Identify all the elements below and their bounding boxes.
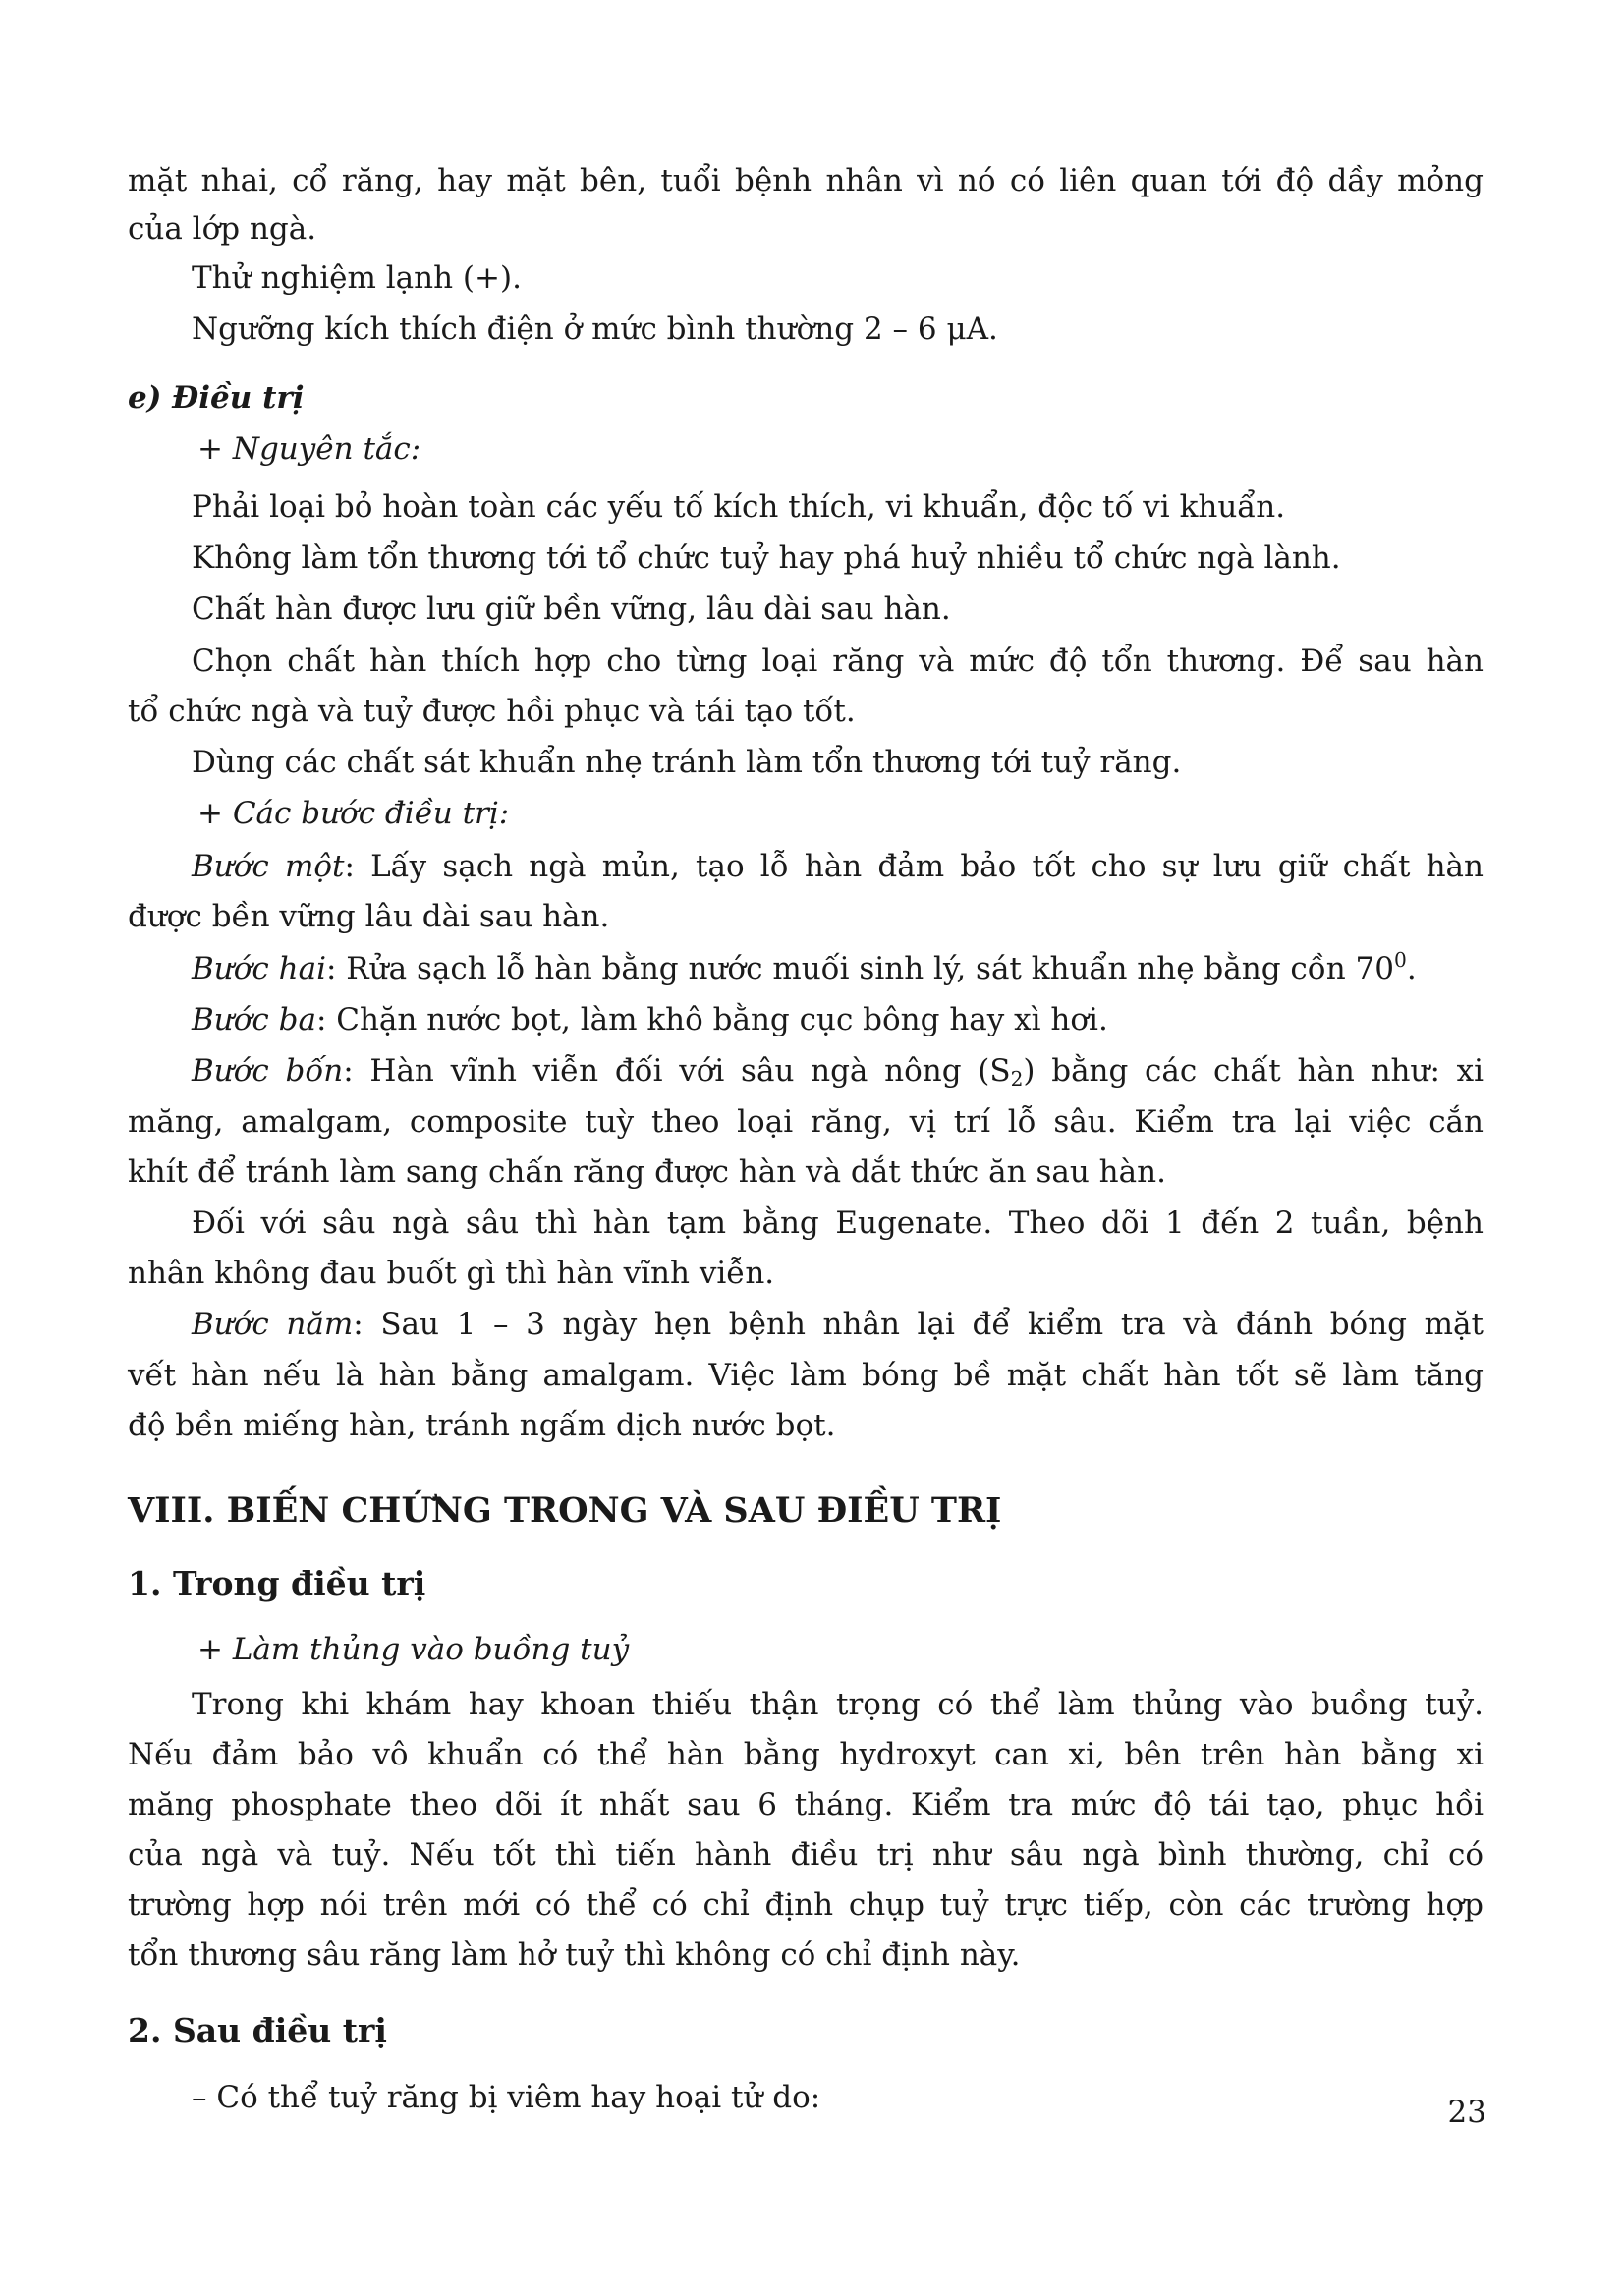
- step-label: Bước năm: [192, 1307, 354, 1342]
- step-label: Bước ba: [192, 1002, 316, 1037]
- paragraph-line: tổ chức ngà và tuỷ được hồi phục và tái tạo tốt.: [128, 694, 856, 729]
- paragraph-line: mặt nhai, cổ răng, hay mặt bên, tuổi bệnh nhân vì nó có liên quan tới độ dầy mỏng: [128, 163, 1484, 198]
- paragraph-line: [192, 949, 1484, 988]
- paragraph-line: [192, 1051, 1484, 1091]
- step-text: : Sau 1 – 3 ngày hẹn bệnh nhân lại để kiểm tra và đánh bóng mặt: [353, 1307, 1484, 1342]
- paragraph-line: Đối với sâu ngà sâu thì hàn tạm bằng Eugenate. Theo dõi 1 đến 2 tuần, bệnh: [192, 1205, 1484, 1241]
- step-text: : Chặn nước bọt, làm khô bằng cục bông hay xì hơi.: [315, 1002, 1108, 1037]
- paragraph-line: [192, 1305, 1484, 1344]
- paragraph-line: Chất hàn được lưu giữ bền vững, lâu dài sau hàn.: [192, 591, 951, 627]
- paragraph-line: được bền vững lâu dài sau hàn.: [128, 899, 610, 934]
- step-label: Bước hai: [192, 951, 326, 986]
- subsection-heading: 2. Sau điều trị: [128, 2011, 387, 2049]
- paragraph-line: + Nguyên tắc:: [197, 431, 421, 467]
- paragraph-line: [192, 1000, 1484, 1039]
- paragraph-line: của lớp ngà.: [128, 211, 317, 247]
- step-text-end: ) bằng các chất hàn như: xi: [1023, 1053, 1484, 1089]
- paragraph-line: Ngưỡng kích thích điện ở mức bình thường 2 – 6 μA.: [192, 311, 998, 347]
- paragraph-line: + Các bước điều trị:: [197, 796, 510, 831]
- paragraph-line: + Làm thủng vào buồng tuỷ: [197, 1632, 630, 1667]
- subsection-heading: 1. Trong điều trị: [128, 1564, 426, 1602]
- paragraph-line: tổn thương sâu răng làm hở tuỷ thì không có chỉ định này.: [128, 1937, 1021, 1973]
- step-text: : Rửa sạch lỗ hàn bằng nước muối sinh lý, sát khuẩn nhẹ bằng cồn 70: [326, 951, 1394, 986]
- paragraph-line: nhân không đau buốt gì thì hàn vĩnh viễn.: [128, 1256, 775, 1291]
- subscript: 2: [1010, 1067, 1024, 1092]
- paragraph-line: khít để tránh làm sang chấn răng được hàn và dắt thức ăn sau hàn.: [128, 1154, 1166, 1190]
- paragraph-line: Nếu đảm bảo vô khuẩn có thể hàn bằng hydroxyt can xi, bên trên hàn bằng xi: [128, 1737, 1484, 1772]
- page-number: 23: [1447, 2095, 1486, 2130]
- section-heading: VIII. BIẾN CHỨNG TRONG VÀ SAU ĐIỀU TRỊ: [128, 1490, 1002, 1531]
- paragraph-line: Chọn chất hàn thích hợp cho từng loại răng và mức độ tổn thương. Để sau hàn: [192, 644, 1484, 679]
- step-text-end: .: [1406, 951, 1417, 986]
- paragraph-line: – Có thể tuỷ răng bị viêm hay hoại tử do:: [192, 2080, 821, 2115]
- paragraph-line: [192, 847, 1484, 886]
- paragraph-line: của ngà và tuỷ. Nếu tốt thì tiến hành điều trị như sâu ngà bình thường, chỉ có: [128, 1837, 1484, 1873]
- subsection-heading: e) Điều trị: [128, 380, 305, 416]
- step-text: : Hàn vĩnh viễn đối với sâu ngà nông (S: [343, 1053, 1011, 1089]
- paragraph-line: Không làm tổn thương tới tổ chức tuỷ hay phá huỷ nhiều tổ chức ngà lành.: [192, 540, 1341, 576]
- paragraph-line: Dùng các chất sát khuẩn nhẹ tránh làm tổn thương tới tuỷ răng.: [192, 745, 1182, 780]
- paragraph-line: độ bền miếng hàn, tránh ngấm dịch nước bọt.: [128, 1408, 836, 1443]
- degree-superscript: 0: [1393, 947, 1407, 972]
- step-text: : Lấy sạch ngà mủn, tạo lỗ hàn đảm bảo tốt cho sự lưu giữ chất hàn: [344, 849, 1484, 884]
- paragraph-line: Thử nghiệm lạnh (+).: [192, 260, 522, 296]
- paragraph-line: Phải loại bỏ hoàn toàn các yếu tố kích thích, vi khuẩn, độc tố vi khuẩn.: [192, 489, 1286, 525]
- paragraph-line: trường hợp nói trên mới có thể có chỉ định chụp tuỷ trực tiếp, còn các trường hợp: [128, 1887, 1484, 1923]
- paragraph-line: măng phosphate theo dõi ít nhất sau 6 tháng. Kiểm tra mức độ tái tạo, phục hồi: [128, 1787, 1484, 1822]
- paragraph-line: măng, amalgam, composite tuỳ theo loại răng, vị trí lỗ sâu. Kiểm tra lại việc cắn: [128, 1104, 1484, 1140]
- paragraph-line: Trong khi khám hay khoan thiếu thận trọng có thể làm thủng vào buồng tuỷ.: [192, 1687, 1484, 1722]
- step-label: Bước bốn: [192, 1053, 344, 1089]
- step-label: Bước một: [192, 849, 345, 884]
- paragraph-line: vết hàn nếu là hàn bằng amalgam. Việc làm bóng bề mặt chất hàn tốt sẽ làm tăng: [128, 1358, 1484, 1393]
